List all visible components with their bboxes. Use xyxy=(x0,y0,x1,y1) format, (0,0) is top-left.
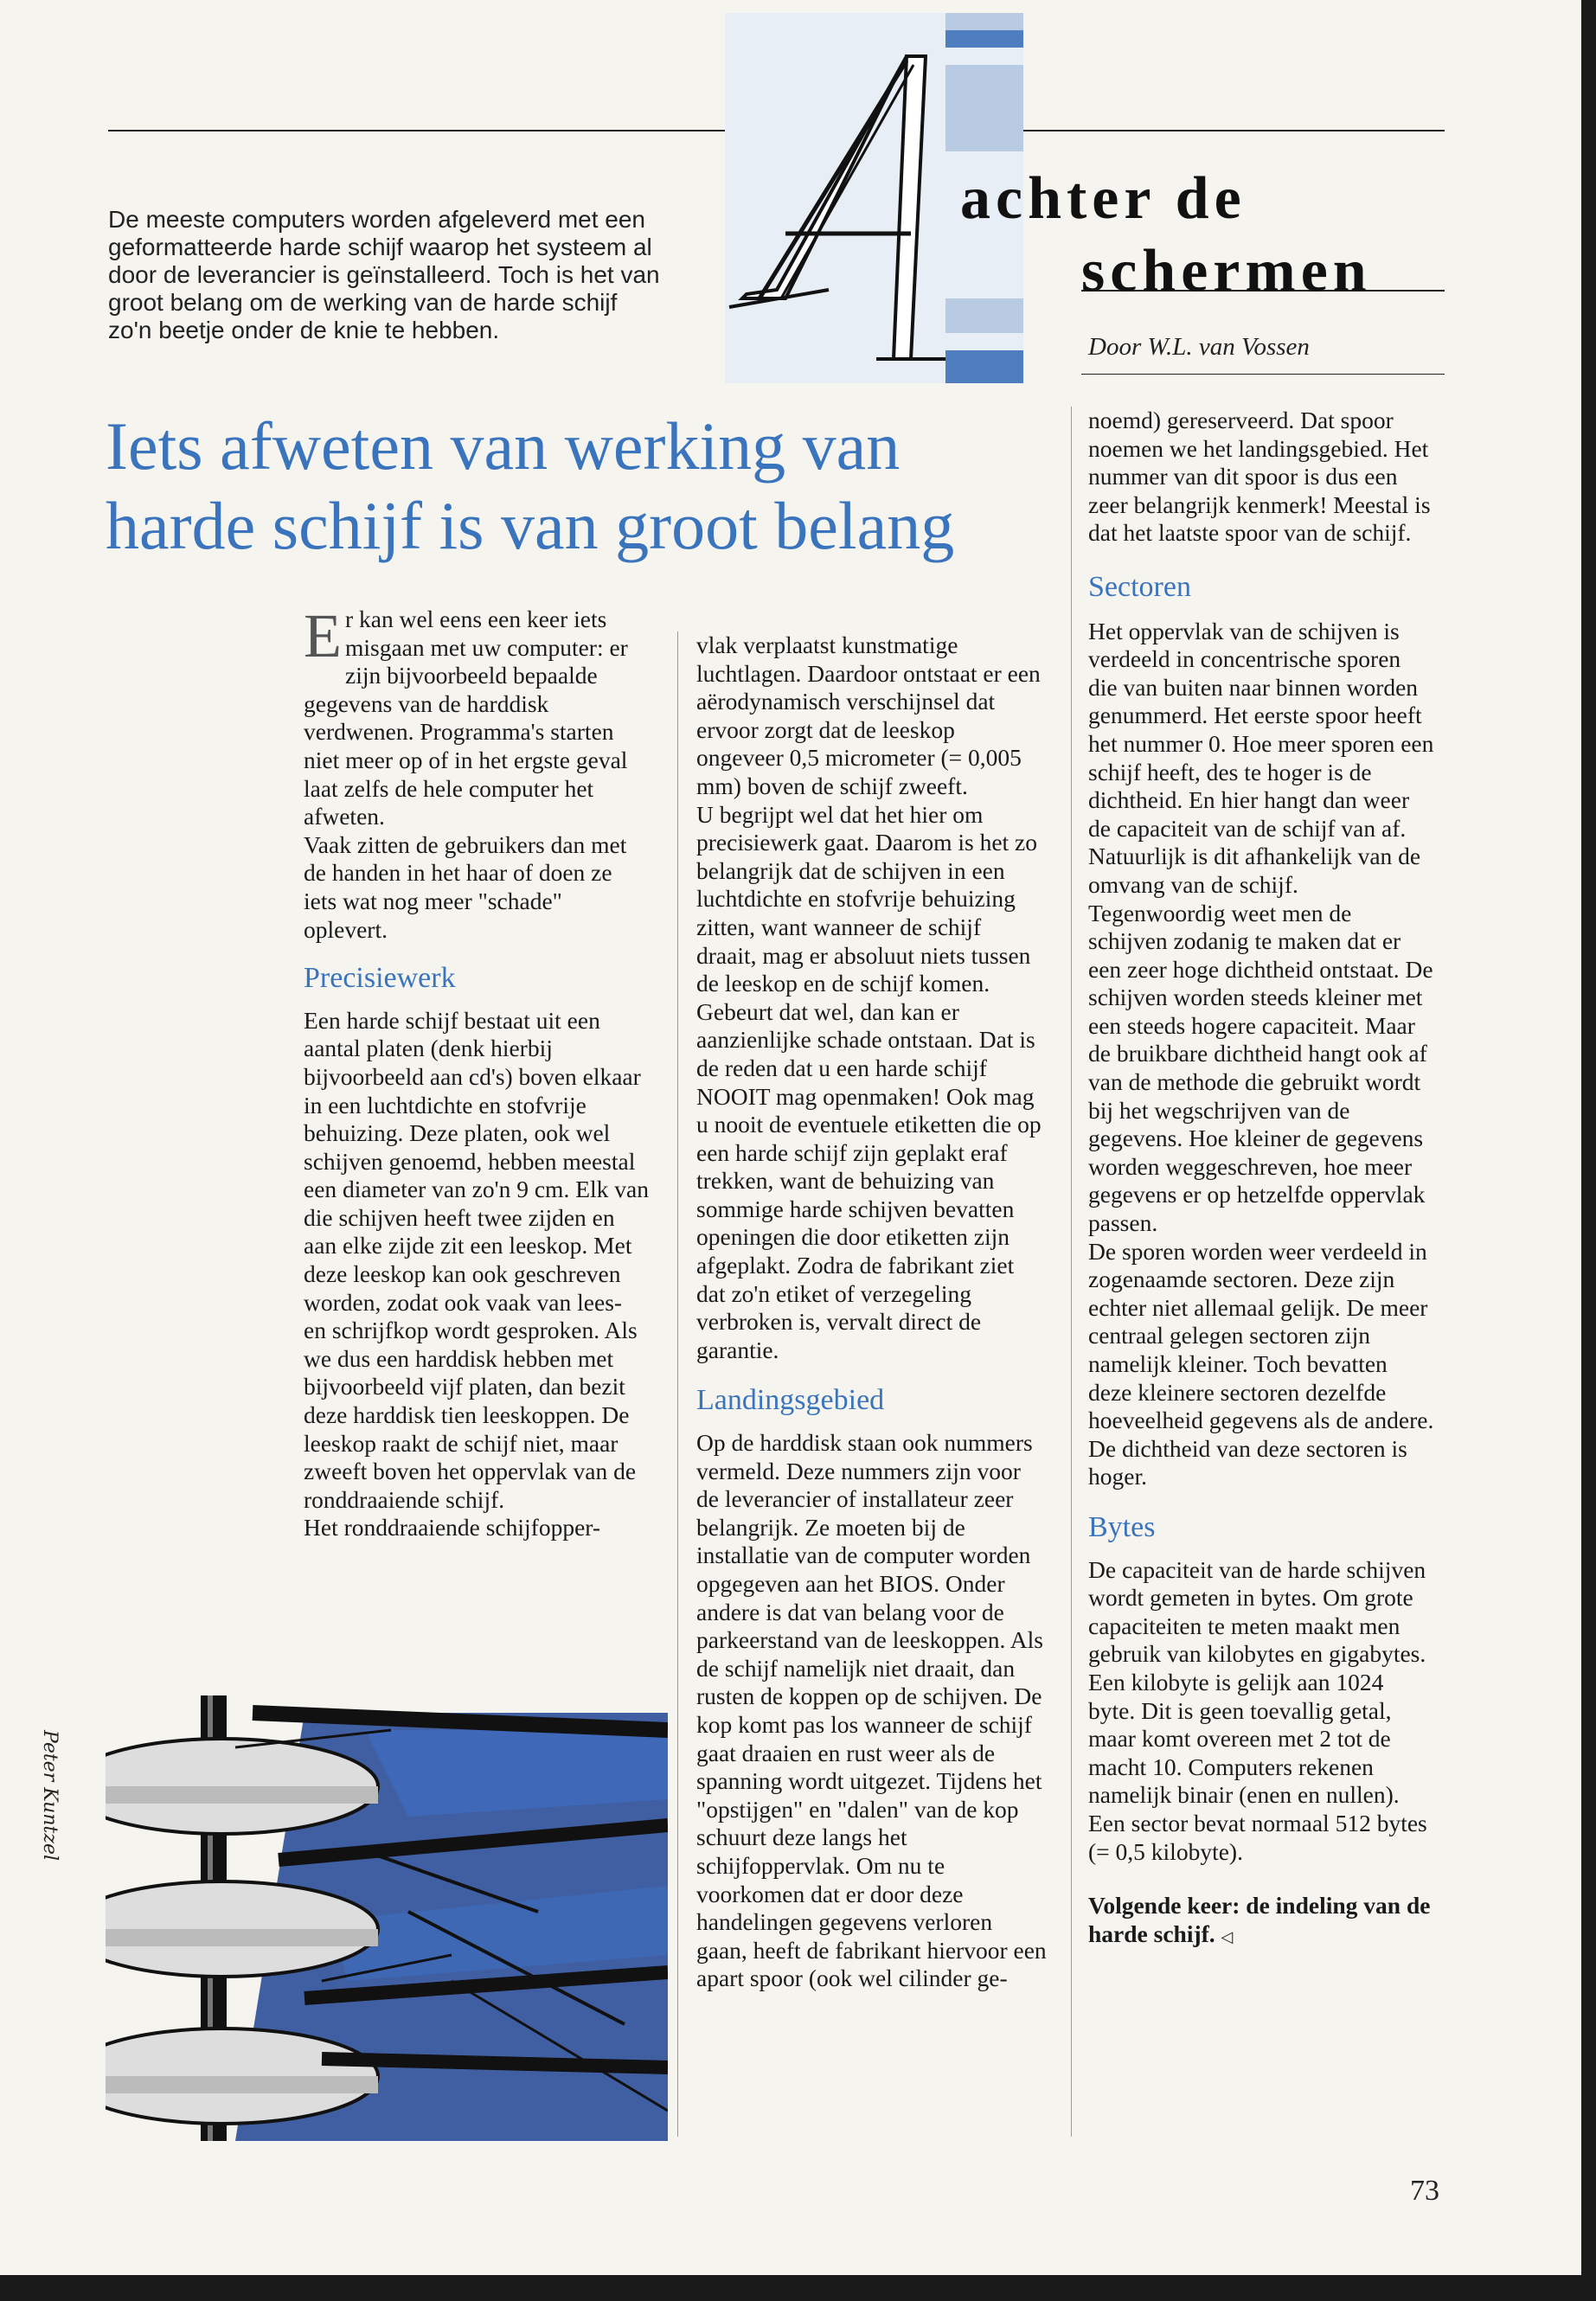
column-divider-2 xyxy=(1071,407,1072,2137)
column-divider-1 xyxy=(677,631,678,2137)
author-byline: Door W.L. van Vossen xyxy=(1088,333,1310,361)
intro-text: De meeste computers worden afgeleverd met een geformatteerde harde schijf waarop het systeem al door de leverancier is geïnstalleerd. Toch is het van groot belang om de werking van de harde schijf zo'n beetje onder de knie te hebben. xyxy=(108,206,660,343)
heading-landingsgebied: Landingsgebied xyxy=(696,1384,885,1417)
col3-paragraph-4: De capaciteit van de harde schijven wordt gemeten in bytes. Om grote capaciteiten te meten maakt men gebruik van kilobytes en gigabytes. Een kilobyte is gelijk aan 1024 byte. Dit is geen toevallig getal, maar komt overeen met 2 tot de macht 10. Computers rekenen namelijk binair (enen en nullen). Een sector bevat normaal 512 bytes (= 0,5 kilobyte). xyxy=(1088,1555,1427,1865)
headline-line1: Iets afweten van werking van xyxy=(106,408,901,484)
drop-cap: E xyxy=(304,601,342,670)
column-2 xyxy=(696,631,1047,1993)
col3-paragraph-1: noemd) gereserveerd. Dat spoor noemen we het landingsgebied. Het nummer van dit spoor is dus een zeer belangrijk kenmerk! Meestal is dat het laatste spoor van de schijf. xyxy=(1088,407,1431,547)
column-3 xyxy=(1088,407,1434,1951)
heading-bytes: Bytes xyxy=(1088,1510,1156,1543)
heading-precisiewerk: Precisiewerk xyxy=(304,962,456,995)
end-mark-icon: ◁ xyxy=(1221,1927,1234,1945)
hard-disk-illustration xyxy=(106,1695,668,2141)
headline-line2: harde schijf is van groot belang xyxy=(106,488,955,563)
col1-paragraph-1: Er kan wel eens een keer iets misgaan met uw computer: er zijn bijvoorbeeld bepaalde gegevens van de harddisk verdwenen. Programma's starten niet meer op of in het ergste geval laat zelfs de hele computer het afweten. xyxy=(304,601,628,830)
author-underline xyxy=(1081,374,1445,375)
col2-paragraph-1: vlak verplaatst kunstmatige luchtlagen. Daardoor ontstaat er een aërodynamisch verschijnsel dat ervoor zorgt dat de leeskop ongeveer 0,5 micrometer (= 0,005 mm) boven de schijf zweeft. xyxy=(696,631,1041,799)
column-title-line1: achter de xyxy=(960,165,1247,232)
col3-paragraph-2: Het oppervlak van de schijven is verdeeld in concentrische sporen die van buiten naar binnen worden genummerd. Het eerste spoor heeft het nummer 0. Hoe meer sporen een schijf heeft, des te hoger is de dichtheid. En hier hangt dan weer de capaciteit van de schijf van af. Natuurlijk is dit afhankelijk van de omvang van de schijf. Tegenwoordig weet men de schijven zodanig te maken dat er een zeer hoge dichtheid ontstaat. De schijven worden steeds kleiner met een steeds hogere capaciteit. Maar de bruikbare dichtheid hangt ook af van de methode die gebruikt wordt bij het wegschrijven van de gegevens. Hoe kleiner de gegevens worden weggeschreven, hoe meer gegevens er op hetzelfde oppervlak passen. xyxy=(1088,617,1434,1237)
col1-paragraph-3: Een harde schijf bestaat uit een aantal platen (denk hierbij bijvoorbeeld aan cd's) boven elkaar in een luchtdichte en stofvrije behuizing. Deze platen, ook wel schijven genoemd, hebben meestal een diameter van zo'n 9 cm. Elk van die schijven heeft twee zijden en aan elke zijde zit een leeskop. Met deze leeskop kan ook geschreven worden, zodat ook vaak van lees- en schrijfkop wordt gesproken. Als we dus een harddisk hebben met bijvoorbeeld vijf platen, dan bezit deze harddisk tien leeskoppen. De leeskop raakt de schijf niet, maar zweeft boven het oppervlak van de ronddraaiende schijf. xyxy=(304,1006,649,1513)
illustration-signature: Peter Kuntzel xyxy=(39,1730,61,1861)
col1-paragraph-2: Vaak zitten de gebruikers dan met de handen in het haar of doen ze iets wat nog meer "schade" oplevert. xyxy=(304,830,627,943)
top-rule-right xyxy=(1023,130,1445,131)
column-title xyxy=(960,163,1372,308)
next-issue-note: Volgende keer: de indeling van de harde schijf. ◁ xyxy=(1088,1892,1431,1947)
col2-paragraph-2: U begrijpt wel dat het hier om precisiewerk gaat. Daarom is het zo belangrijk dat de schijven in een luchtdichte en stofvrije behuizing zitten, want wanneer de schijf draait, mag er absoluut niets tussen de leeskop en de schijf komen. Gebeurt dat wel, dan kan er aanzienlijke schade ontstaan. Dat is de reden dat u een harde schijf NOOIT mag openmaken! Ook mag u nooit de eventuele etiketten die op een harde schijf zijn geplakt eraf trekken, want de behuizing van sommige harde schijven bevatten openingen die door etiketten zijn afgeplakt. Zodra de fabrikant ziet dat zo'n etiket of verzegeling verbroken is, vervalt direct de garantie. xyxy=(696,800,1042,1363)
col1-paragraph-4: Het ronddraaiende schijfopper- xyxy=(304,1514,601,1541)
col2-paragraph-3: Op de harddisk staan ook nummers vermeld. Deze nummers zijn voor de leverancier of installateur zeer belangrijk. Ze moeten bij de installatie van de computer worden opgegeven aan het BIOS. Onder andere is dat van belang voor de parkeerstand van de leeskoppen. Als de schijf namelijk niet draait, dan rusten de koppen op de schijven. De kop komt pas los wanneer de schijf gaat draaien en rust weer als de spanning wordt uitgezet. Tijdens het "opstijgen" en "dalen" van de kop schuurt deze langs het schijfoppervlak. Om nu te voorkomen dat er door deze handelingen gegevens verloren gaan, heeft de fabrikant hiervoor een apart spoor (ook wel cilinder ge- xyxy=(696,1429,1047,1992)
column-title-line2: schermen xyxy=(1081,238,1372,304)
column-1 xyxy=(304,601,650,1542)
heading-sectoren: Sectoren xyxy=(1088,570,1191,603)
top-rule-left xyxy=(108,130,725,131)
page-number: 73 xyxy=(1410,2175,1439,2207)
headline xyxy=(106,407,1057,566)
col3-paragraph-3: De sporen worden weer verdeeld in zogenaamde sectoren. Deze zijn echter niet allemaal gelijk. De meer centraal gelegen sectoren zijn namelijk kleiner. Toch bevatten deze kleinere sectoren dezelfde hoeveelheid gegevens als de andere. De dichtheid van deze sectoren is hoger. xyxy=(1088,1237,1434,1490)
